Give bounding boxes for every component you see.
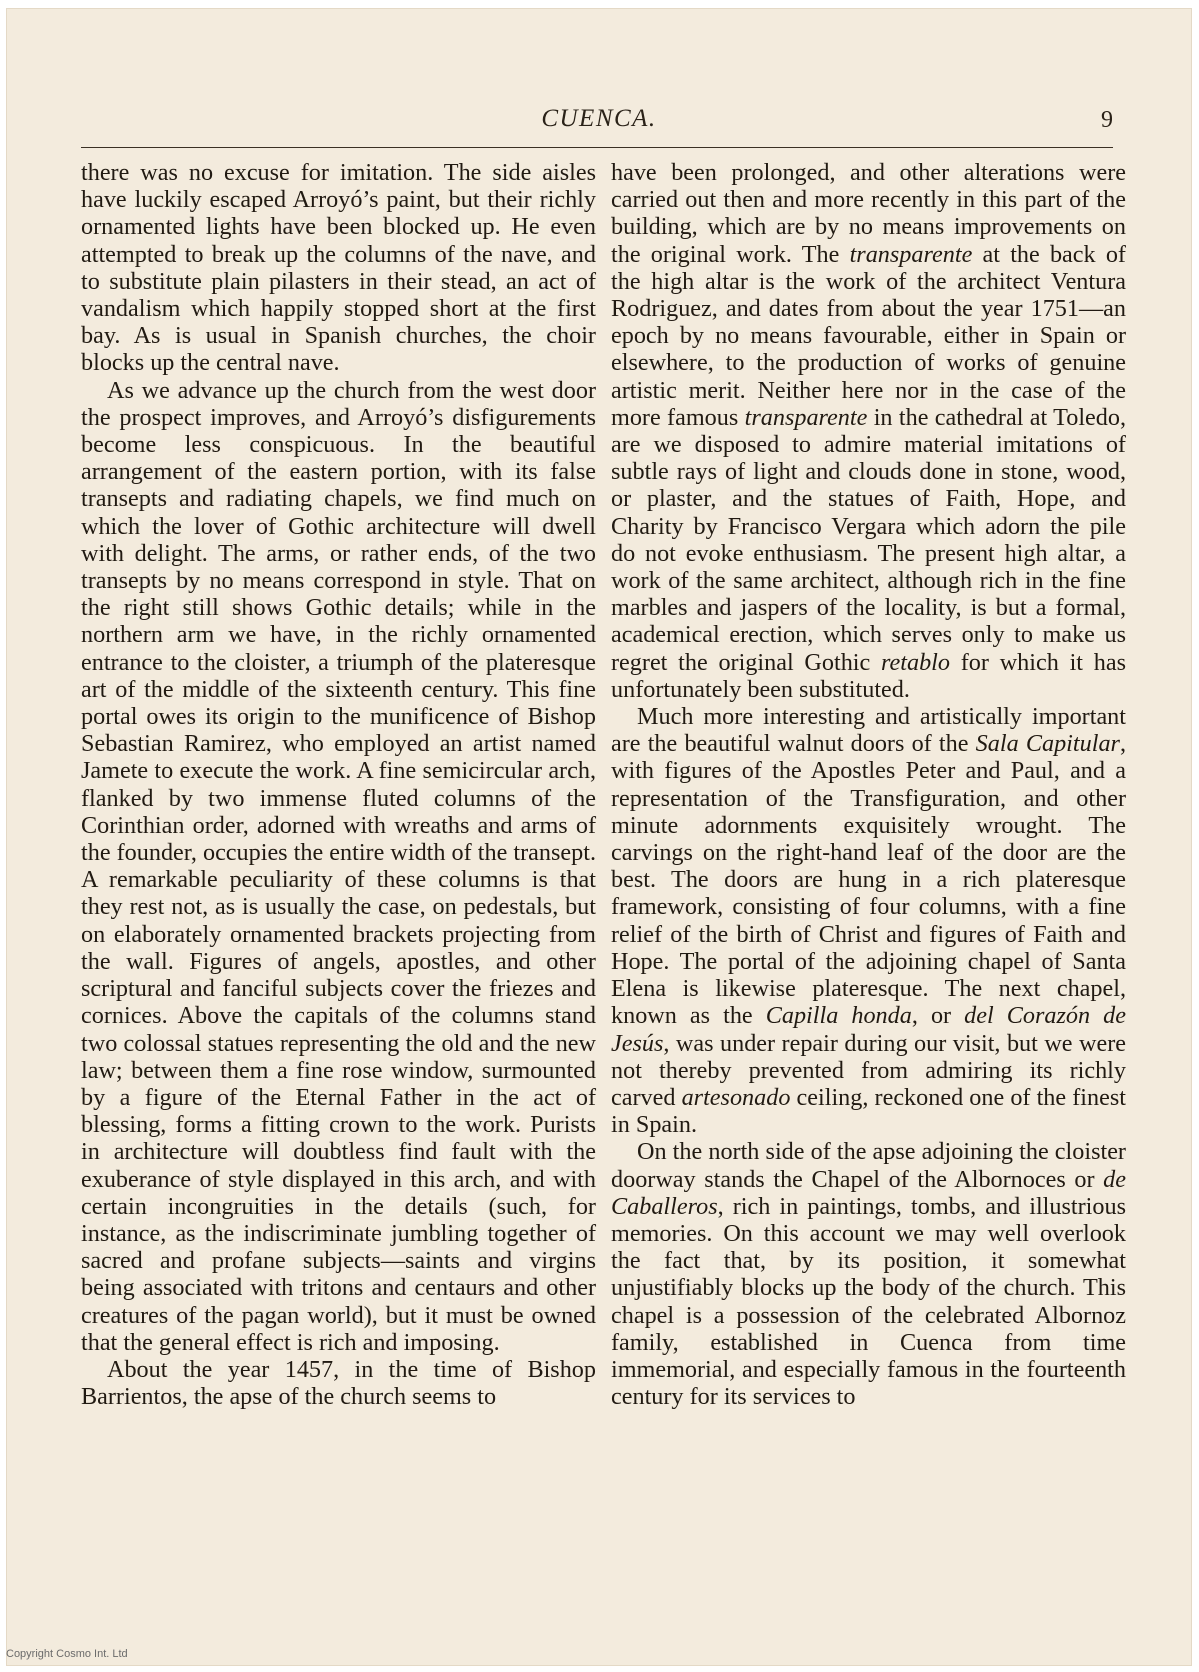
text-run: for which it has unfortunately been substituted. [611, 648, 1126, 703]
text-run: ceiling, reckoned one of the finest in Spain. [611, 1083, 1126, 1139]
text-run: Much more interesting and artistically important are the beautiful walnut doors of the [611, 703, 1126, 758]
paragraph-transparente [611, 159, 1126, 703]
copyright-notice: Copyright Cosmo Int. Ltd [6, 1648, 128, 1660]
paragraph-albornoces-chapel [611, 1138, 1126, 1410]
paragraph-walnut-doors [611, 703, 1126, 1138]
italic-term: transparente [744, 403, 868, 431]
paragraph-transept-portal: As we advance up the church from the west door the prospect improves, and Arroyó’s disfigurements become less conspicuous. In the beautiful arrangement of the eastern portion, with its false transepts and radiating chapels, we find much on which the lover of Gothic architecture will dwell with delight. The arms, or rather ends, of the two transepts by no means correspond in style. That on the right still shows Gothic details; while in the northern arm we have, in the richly ornamented entrance to the cloister, a triumph of the plateresque art of the middle of the sixteenth century. This fine portal owes its origin to the munificence of Bishop Sebastian Ramirez, who employed an artist named Jamete to execute the work. A fine semicircular arch, flanked by two immense fluted columns of the Corinthian order, adorned with wreaths and arms of the founder, occupies the entire width of the transept. A remarkable peculiarity of these columns is that they rest not, as is usually the case, on pedestals, but on elaborately ornamented brackets projecting from the wall. Figures of angels, apostles, and other scriptural and fanciful subjects cover the friezes and cornices. Above the capitals of the columns stand two colossal statues representing the old and the new law; between them a fine rose window, surmounted by a figure of the Eternal Father in the act of blessing, forms a fitting crown to the work. Purists in architecture will doubtless find fault with the exuberance of style displayed in this arch, and with certain incongruities in the details (such, for instance, as the indiscriminate jumbling together of sacred and profane subjects—saints and virgins being associated with tritons and centaurs and other creatures of the pagan world), but it must be owned that the general effect is rich and imposing. [81, 376, 596, 1356]
italic-term: del Corazón de Jesús [611, 1002, 1127, 1057]
text-run: in the cathedral at Toledo, are we disposed to admire material imitations of subtle rays of light and clouds done in stone, wood, or plaster, and the statues of Faith, Hope, and Charity by Francisco Vergara which adorn the pile do not evoke enthusiasm. The present high altar, a work of the same architect, although rich in the fine marbles and jaspers of the locality, is but a formal, academical erection, which serves only to make us regret the original Gothic [611, 403, 1127, 676]
paragraph-continued: there was no excuse for imitation. The side aisles have luckily escaped Arroyó’s paint, but their richly ornamented lights have been blocked up. He even attempted to break up the columns of the nave, and to substitute plain pilasters in their stead, an act of vandalism which happily stopped short at the first bay. As is usual in Spanish churches, the choir blocks up the central nave. [81, 159, 596, 377]
left-column [81, 159, 596, 1410]
text-run: , or [911, 1002, 965, 1030]
italic-term: de Caballeros [611, 1165, 1126, 1220]
text-run: On the north side of the apse adjoining the cloister doorway stands the Chapel of the Albornoces or [611, 1138, 1126, 1193]
text-run: have been prolonged, and other alterations were carried out then and more recently in this part of the building, which are by no means improvements on the original work. The [611, 159, 1126, 268]
text-run: at the back of the high altar is the work of the architect Ventura Rodriguez, and dates from about the year 1751—an epoch by no means favourable, either in Spain or elsewhere, to the production of works of genuine artistic merit. Neither here nor in the case of the more famous [611, 240, 1126, 431]
right-column [611, 159, 1126, 1410]
italic-term: Sala Capitular [975, 730, 1120, 758]
italic-term: artesonado [681, 1083, 791, 1111]
header-rule [81, 147, 1113, 148]
text-run: , was under repair during our visit, but we were not thereby prevented from admiring its richly carved [611, 1029, 1126, 1111]
book-page [6, 8, 1192, 1666]
paragraph-apse: About the year 1457, in the time of Bishop Barrientos, the apse of the church seems to [81, 1355, 596, 1411]
running-title: CUENCA. [541, 105, 657, 132]
italic-term: retablo [881, 648, 950, 676]
page-number: 9 [1101, 107, 1113, 133]
text-run: , rich in paintings, tombs, and illustrious memories. On this account we may well overlook the fact that, by its position, it somewhat unjustifiably blocks up the body of the church. This chapel is a possession of the celebrated Albornoz family, established in Cuenca from time immemorial, and especially famous in the fourteenth century for its services to [611, 1192, 1126, 1411]
italic-term: Capilla honda [765, 1002, 912, 1030]
italic-term: transparente [849, 240, 973, 268]
text-run: , with figures of the Apostles Peter and Paul, and a representation of the Transfiguration, and other minute adornments exquisitely wrought. The carvings on the right-hand leaf of the door are the best. The doors are hung in a rich plateresque framework, consisting of four columns, with a fine relief of the birth of Christ and figures of Faith and Hope. The portal of the adjoining chapel of Santa Elena is likewise plateresque. The next chapel, known as the [611, 730, 1126, 1030]
